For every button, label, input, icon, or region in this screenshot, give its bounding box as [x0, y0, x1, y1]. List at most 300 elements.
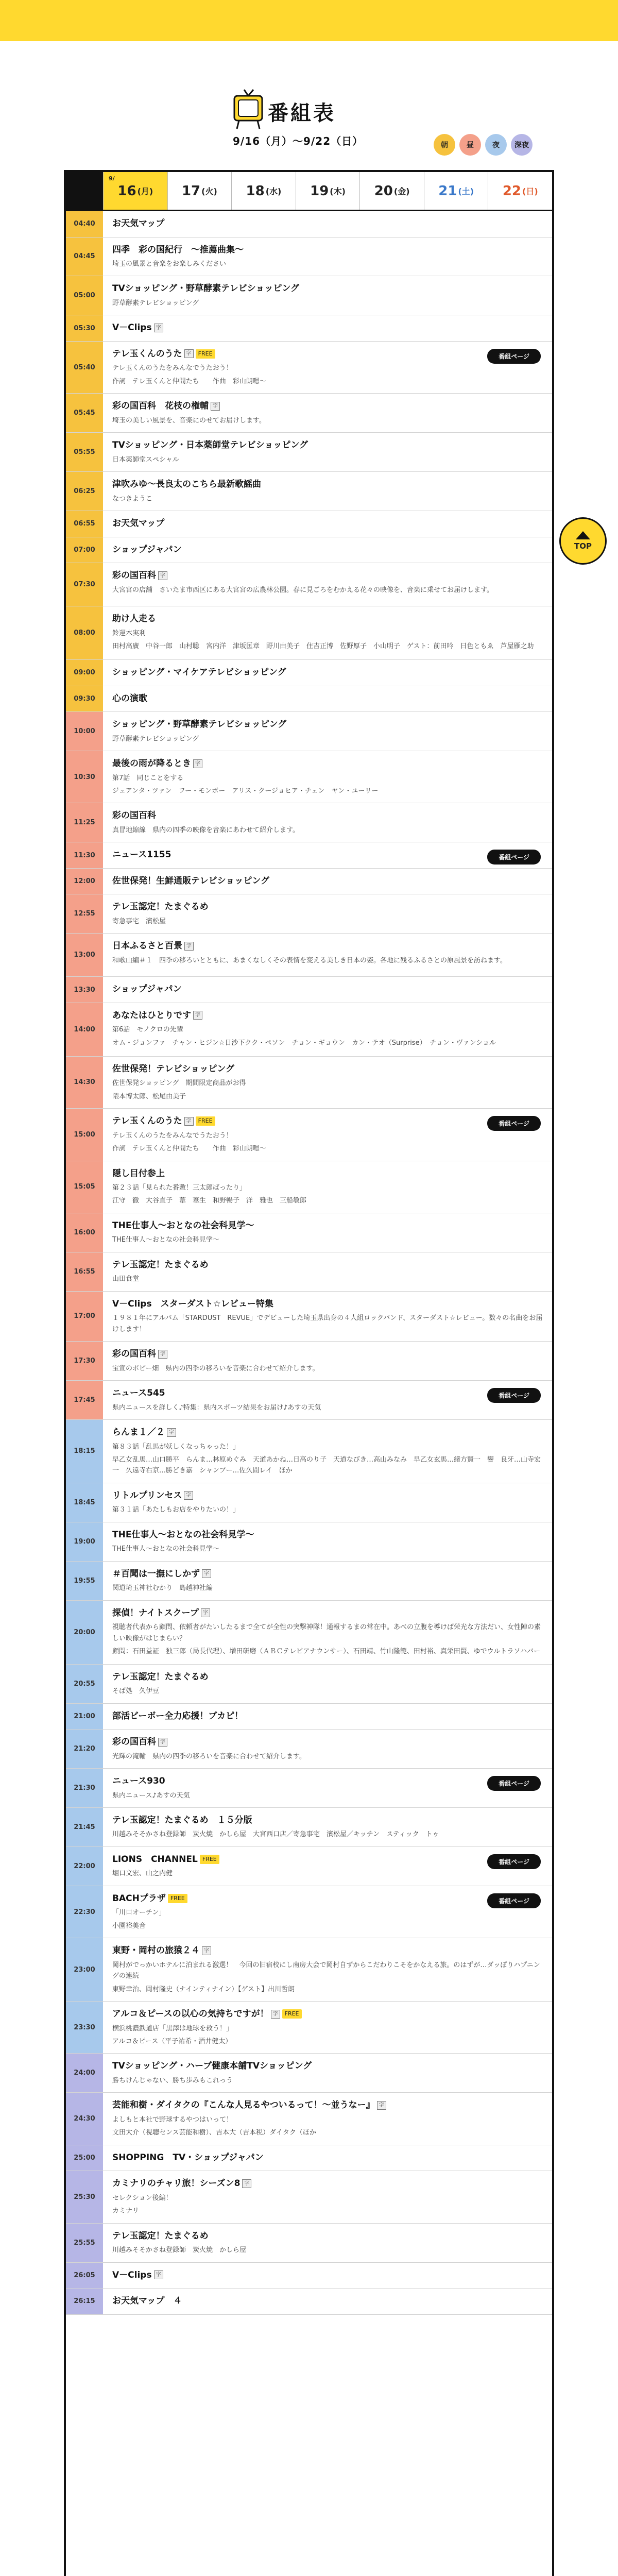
subtitle-mark: 字 — [202, 1946, 211, 1955]
program-row — [66, 2093, 552, 2145]
subtitle-mark: 字 — [242, 2179, 251, 2188]
program-title[interactable] — [112, 2099, 544, 2112]
program-title[interactable] — [112, 244, 544, 257]
program-title-text: V－Clips — [112, 323, 152, 333]
day-tab-20[interactable] — [359, 172, 424, 210]
program-title[interactable] — [112, 1814, 544, 1827]
program-description: 第８３話「乱馬が妖しくなっちゃった！」 — [112, 1443, 240, 1451]
program-body — [103, 1886, 552, 1938]
program-title-text: ＃百聞は一撫にしかず — [112, 1568, 200, 1579]
subtitle-mark: 字 — [184, 1491, 193, 1500]
program-title-text: ショップジャパン — [112, 544, 182, 555]
program-title[interactable] — [112, 2269, 544, 2282]
program-body — [103, 1003, 552, 1056]
program-description: 隈本博太郎、松尾由美子 — [112, 1092, 186, 1100]
program-description: 東野幸治、岡村隆史（ナインティナイン）【ゲスト】出川哲朗 — [112, 1985, 295, 1993]
program-title[interactable] — [112, 1489, 544, 1503]
program-title-text: 助け人走る — [112, 614, 156, 624]
program-body — [103, 660, 552, 686]
program-body — [103, 1769, 552, 1807]
program-row — [66, 606, 552, 660]
program-row — [66, 1522, 552, 1562]
program-time: 16:55 — [66, 1252, 103, 1291]
program-time: 24:00 — [66, 2054, 103, 2092]
program-time: 25:00 — [66, 2145, 103, 2171]
program-body — [103, 1057, 552, 1108]
program-title-text: 佐世保発！生鮮通販テレビショッピング — [112, 875, 269, 886]
day-tab-weekday: (日) — [522, 187, 538, 196]
program-row — [66, 342, 552, 394]
program-description: 視聴者代表から顧問、依頼者がたいしたるまで全てが全性の突撃神隊！通報するまの常在中。あべの立腹を導けば栄光な方法だい、女性陣の素しい映像がはじまらい？ — [112, 1623, 541, 1642]
program-description: 日本薬師堂スペシャル — [112, 455, 179, 464]
subtitle-mark: 字 — [184, 1117, 194, 1126]
program-title[interactable] — [112, 1944, 544, 1958]
program-row — [66, 1847, 552, 1886]
program-page-button[interactable]: 番組ページ — [487, 1854, 541, 1869]
program-row — [66, 1665, 552, 1704]
program-body — [103, 342, 552, 393]
program-title-text: 津吹みゆ～長良太のこちら最新歌謡曲 — [112, 479, 261, 490]
program-description: ジュアンタ・ツァン フー・モンボー アリス・クージョヒア・チェン ヤン・ユーリー — [112, 787, 379, 795]
program-body — [103, 1252, 552, 1291]
day-tab-weekday: (木) — [330, 187, 346, 196]
subtitle-mark: 字 — [193, 759, 202, 768]
program-body — [103, 803, 552, 842]
program-title[interactable] — [112, 1775, 544, 1788]
program-body — [103, 934, 552, 976]
program-time: 11:25 — [66, 803, 103, 842]
program-time: 19:55 — [66, 1562, 103, 1600]
program-title[interactable] — [112, 1710, 544, 1723]
program-title[interactable] — [112, 1892, 544, 1906]
program-title[interactable] — [112, 940, 544, 953]
program-time: 24:30 — [66, 2093, 103, 2144]
program-body — [103, 1665, 552, 1703]
program-title[interactable] — [112, 2008, 544, 2021]
program-page-button[interactable]: 番組ページ — [487, 1116, 541, 1131]
program-title-text: 彩の国百科 — [112, 1737, 156, 1748]
program-title[interactable] — [112, 983, 544, 996]
program-title[interactable] — [112, 875, 544, 888]
day-tab-number: 18 — [246, 183, 265, 199]
program-title-text: TVショッピング・ハーブ健康本舗TVショッピング — [112, 2061, 312, 2072]
program-description: アルコ＆ピース（平子祐希・酒井健太） — [112, 2037, 232, 2045]
program-row — [66, 1057, 552, 1109]
program-title-text: ニュース1155 — [112, 850, 171, 860]
subtitle-mark: 字 — [211, 402, 220, 411]
program-title[interactable] — [112, 1529, 544, 1542]
program-body — [103, 2054, 552, 2092]
day-tabs — [66, 172, 552, 211]
day-tab-weekday: (月) — [137, 187, 153, 196]
day-tab-18[interactable] — [231, 172, 296, 210]
program-title-text: 部活ビーボー全力応援！ブカピ！ — [112, 1710, 244, 1721]
program-description: 小園裕美音 — [112, 1922, 146, 1930]
program-description: 横浜桃濃鉄道店「黒澤は地球を救う！」 — [112, 2024, 233, 2032]
program-body — [103, 1381, 552, 1419]
program-row — [66, 1601, 552, 1665]
program-title[interactable] — [112, 1853, 544, 1867]
program-description: 川越みそそかさね登録師 炭火焼 かしら屋 — [112, 2246, 247, 2255]
program-row — [66, 1381, 552, 1420]
program-time: 21:45 — [66, 1808, 103, 1846]
program-title[interactable] — [112, 1671, 544, 1684]
program-time: 23:30 — [66, 2002, 103, 2053]
day-tab-16[interactable] — [103, 172, 167, 210]
program-time: 22:00 — [66, 1847, 103, 1886]
program-row — [66, 238, 552, 277]
program-body — [103, 606, 552, 659]
program-body — [103, 472, 552, 511]
program-title[interactable] — [112, 2177, 544, 2191]
program-row — [66, 1808, 552, 1847]
subtitle-mark: 字 — [154, 324, 163, 332]
program-title-text: ショップジャパン — [112, 984, 182, 995]
program-time: 20:55 — [66, 1665, 103, 1703]
program-time: 12:00 — [66, 869, 103, 894]
day-tab-22[interactable] — [488, 172, 552, 210]
top-button-label: TOP — [574, 541, 592, 551]
program-row — [66, 2171, 552, 2223]
program-body — [103, 1522, 552, 1561]
program-title-text: 探偵！ナイトスクープ — [112, 1607, 199, 1618]
program-description: 光輝の滝輸 県内の四季の移ろいを音楽に合わせて紹介します。 — [112, 1752, 306, 1760]
program-body — [103, 869, 552, 894]
page-title: 番組表 — [268, 101, 336, 125]
day-tab-weekday: (金) — [393, 187, 410, 196]
day-tab-weekday: (火) — [201, 187, 217, 196]
program-list — [66, 211, 552, 2315]
program-description: 勝ちけんじゃない、勝ち歩みもこれっう — [112, 2076, 233, 2084]
program-row — [66, 686, 552, 713]
program-title[interactable] — [112, 1115, 544, 1128]
program-row — [66, 1562, 552, 1601]
program-title[interactable] — [112, 1607, 544, 1620]
program-time: 17:30 — [66, 1342, 103, 1380]
program-title-text: 彩の国百科 — [112, 810, 156, 821]
program-row — [66, 1292, 552, 1342]
program-time: 11:30 — [66, 842, 103, 868]
program-time: 10:30 — [66, 751, 103, 803]
program-row — [66, 751, 552, 803]
program-body — [103, 894, 552, 933]
program-time: 09:00 — [66, 660, 103, 686]
subtitle-mark: 字 — [271, 2010, 280, 2019]
program-title[interactable] — [112, 1219, 544, 1233]
program-title-text: 隠し目付参上 — [112, 1168, 165, 1179]
program-row — [66, 1252, 552, 1292]
program-description: 作詞 テレ玉くんと仲間たち 作曲 彩山朗嗯～ — [112, 377, 266, 385]
program-description: よしもと本社で野球するやつはいって！ — [112, 2115, 233, 2124]
program-title-text: 東野・岡村の旅猿２４ — [112, 1945, 200, 1956]
program-time: 05:45 — [66, 394, 103, 432]
program-title-text: THE仕事人～おとなの社会科見学～ — [112, 1220, 254, 1231]
program-title[interactable] — [112, 1298, 544, 1311]
program-body — [103, 1847, 552, 1886]
program-time: 10:00 — [66, 712, 103, 751]
program-page-button[interactable]: 番組ページ — [487, 1776, 541, 1791]
program-title[interactable] — [112, 1387, 544, 1400]
program-title-text: リトルプリンセス — [112, 1490, 182, 1501]
subtitle-mark: 字 — [158, 1350, 167, 1359]
program-title[interactable] — [112, 217, 544, 231]
program-title-text: TVショッピング・日本薬師堂テレビショッピング — [112, 440, 308, 451]
subtitle-mark: 字 — [184, 942, 194, 951]
program-time: 13:30 — [66, 977, 103, 1003]
program-page-button[interactable]: 番組ページ — [487, 349, 541, 364]
program-body — [103, 1161, 552, 1213]
program-description: テレ玉くんのうたをみんなでうたおう！ — [112, 1131, 233, 1140]
program-body — [103, 2002, 552, 2053]
program-title[interactable] — [112, 613, 544, 626]
program-body — [103, 276, 552, 315]
day-tab-number: 22 — [502, 183, 522, 199]
program-time: 05:40 — [66, 342, 103, 393]
program-description: 山田食堂 — [112, 1275, 140, 1283]
subtitle-mark: 字 — [158, 571, 167, 580]
subtitle-mark: 字 — [184, 349, 194, 358]
program-title[interactable] — [112, 569, 544, 583]
program-title[interactable] — [112, 348, 544, 361]
program-time: 05:55 — [66, 433, 103, 471]
program-time: 18:15 — [66, 1420, 103, 1483]
program-body — [103, 2289, 552, 2314]
program-row — [66, 934, 552, 977]
program-body — [103, 211, 552, 237]
program-row — [66, 537, 552, 564]
subtitle-mark: 字 — [377, 2101, 386, 2110]
program-title[interactable] — [112, 849, 544, 862]
program-row — [66, 276, 552, 315]
program-body — [103, 1213, 552, 1252]
program-row — [66, 1769, 552, 1808]
program-title-text: LIONS CHANNEL — [112, 1854, 198, 1865]
program-time: 23:00 — [66, 1938, 103, 2001]
program-body — [103, 2093, 552, 2144]
program-time: 26:05 — [66, 2263, 103, 2289]
program-description: 佐世保発ショッピング 期間限定商品がお得 — [112, 1079, 246, 1088]
program-row — [66, 894, 552, 934]
program-time: 20:00 — [66, 1601, 103, 1664]
day-tab-19[interactable] — [296, 172, 360, 210]
program-title[interactable] — [112, 1063, 544, 1076]
program-title[interactable] — [112, 321, 544, 335]
program-title[interactable] — [112, 400, 544, 413]
program-body — [103, 1109, 552, 1160]
program-description: THE仕事人～おとなの社会科見学～ — [112, 1545, 219, 1553]
program-row — [66, 1003, 552, 1057]
program-title[interactable] — [112, 692, 544, 706]
program-description: 野草酵素テレビショッピング — [112, 735, 199, 743]
program-body — [103, 2171, 552, 2223]
program-row — [66, 511, 552, 537]
program-title[interactable] — [112, 718, 544, 732]
program-title[interactable] — [112, 1348, 544, 1361]
program-row — [66, 1213, 552, 1252]
program-description: 第３１話「あたしもお店をやりたいの！」 — [112, 1506, 240, 1514]
program-body — [103, 1292, 552, 1341]
program-time: 09:30 — [66, 686, 103, 712]
program-page-button[interactable]: 番組ページ — [487, 1893, 541, 1908]
program-time: 21:30 — [66, 1769, 103, 1807]
day-tab-number: 16 — [117, 183, 136, 199]
header-band — [0, 0, 618, 41]
program-page-button[interactable]: 番組ページ — [487, 1388, 541, 1403]
program-row — [66, 1161, 552, 1213]
program-description: 埼玉の美しい風景を、音楽にのせてお届けします。 — [112, 416, 266, 425]
date-range: 9/16（月）～9/22（日） — [233, 135, 364, 147]
program-title[interactable] — [112, 2151, 544, 2165]
program-row — [66, 660, 552, 686]
program-title-text: V－Clips — [112, 2269, 152, 2280]
program-time: 04:45 — [66, 238, 103, 276]
program-title-text: テレ玉くんのうた — [112, 1116, 182, 1127]
program-description: 宝宣のポピー畑 県内の四季の移ろいを音楽に合わせて紹介します。 — [112, 1364, 319, 1372]
program-title-text: 四季 彩の国紀行 ～推薦曲集～ — [112, 244, 244, 255]
program-time: 05:30 — [66, 315, 103, 341]
program-body — [103, 1420, 552, 1483]
program-time: 14:30 — [66, 1057, 103, 1108]
up-arrow-icon — [576, 531, 590, 539]
program-title-text: ショッピング・野草酵素テレビショッピング — [112, 719, 287, 730]
program-title[interactable] — [112, 1568, 544, 1581]
free-tag: FREE — [200, 1855, 219, 1865]
program-time: 05:00 — [66, 276, 103, 315]
program-title[interactable] — [112, 544, 544, 557]
program-title-text: ニュース930 — [112, 1776, 165, 1786]
program-title-text: らんま１／２ — [112, 1427, 165, 1437]
schedule-table — [64, 170, 554, 2576]
program-body — [103, 2263, 552, 2289]
program-time: 16:00 — [66, 1213, 103, 1252]
program-row — [66, 2263, 552, 2289]
program-title[interactable] — [112, 1009, 544, 1023]
program-description: 寄急事宅 濱松屋 — [112, 917, 166, 925]
program-title[interactable] — [112, 1259, 544, 1272]
program-title[interactable] — [112, 2230, 544, 2243]
day-tab-21[interactable] — [424, 172, 488, 210]
program-row — [66, 2002, 552, 2054]
program-row — [66, 472, 552, 511]
program-title[interactable] — [112, 1426, 544, 1439]
program-time: 06:55 — [66, 511, 103, 537]
program-description: 作詞 テレ玉くんと仲間たち 作曲 彩山朗嗯～ — [112, 1145, 266, 1153]
program-title-text: アルコ＆ピースの以心の気持ちですが！ — [112, 2009, 269, 2019]
program-title[interactable] — [112, 439, 544, 452]
program-description: なつきようこ — [112, 495, 153, 503]
program-title-text: SHOPPING TV・ショップジャパン — [112, 2152, 264, 2163]
program-title-text: ニュース545 — [112, 1388, 165, 1399]
program-time: 21:00 — [66, 1704, 103, 1730]
program-time: 17:00 — [66, 1292, 103, 1341]
day-corner — [66, 172, 103, 210]
free-tag: FREE — [168, 1894, 187, 1904]
program-row — [66, 869, 552, 895]
program-title[interactable] — [112, 901, 544, 914]
program-description: 関道埼玉神社むかり 島越神社編 — [112, 1584, 213, 1592]
program-row — [66, 1704, 552, 1730]
program-description: 県内ニュースを詳しく♪特集：県内スポーツ結果をお届け♪あすの天気 — [112, 1403, 321, 1412]
program-title[interactable] — [112, 809, 544, 823]
program-time: 04:40 — [66, 211, 103, 237]
subtitle-mark: 字 — [202, 1569, 211, 1578]
subtitle-mark: 字 — [193, 1011, 202, 1020]
program-time: 15:05 — [66, 1161, 103, 1213]
program-title-text: V－Clips スターダスト☆レビュー特集 — [112, 1298, 273, 1309]
program-title-text: 心の演歌 — [112, 693, 147, 704]
program-title-text: BACHプラザ — [112, 1893, 166, 1904]
program-title-text: あなたはひとりです — [112, 1010, 191, 1021]
back-to-top-button[interactable] — [559, 517, 607, 565]
program-title-text: テレ玉くんのうた — [112, 348, 182, 359]
subtitle-mark: 字 — [201, 1608, 210, 1617]
free-tag: FREE — [282, 2009, 302, 2019]
program-description: 和歌山編＃１ 四季の移ろいとともに、あまくなしくその表情を変える美しき日本の姿。各地に残るふるさとの原風景を訪ねます。 — [112, 956, 507, 964]
program-description: 県内ニュース♪あすの天気 — [112, 1791, 190, 1800]
program-row — [66, 563, 552, 606]
program-row — [66, 2054, 552, 2093]
program-time: 17:45 — [66, 1381, 103, 1419]
program-description: オム・ジョンファ チャン・ヒジン☆日沙下クク・ペソン チョン・ギョウン カン・テオ（Surprise） チョン・ヴァンショル — [112, 1039, 496, 1047]
period-badge: 朝 — [434, 134, 455, 156]
program-body — [103, 842, 552, 868]
program-body — [103, 315, 552, 341]
program-description: 第6話 モノクロの先輩 — [112, 1026, 183, 1034]
program-title-text: TVショッピング・野草酵素テレビショッピング — [112, 283, 300, 294]
program-description: 岡村がでっかいホテルに泊まれる激選！ 今回の旧宿校にし南房大会で岡村自ずからこだわりこそをかなえる旅。のはずが…ダッぽりハプニングの連続 — [112, 1961, 540, 1980]
program-row — [66, 2145, 552, 2172]
program-title[interactable] — [112, 2060, 544, 2073]
program-description: 顧問：石田益証 独三郎（局長代理）、増田研磨（ＡＢＣテレビアナウンサー）、石田靖、竹山隆範、田村裕、真栄田賢、ゆでウルトラソハバー — [112, 1648, 541, 1655]
program-description: 田村高廣 中谷一郎 山村聡 宮内洋 津坂匡章 野川由美子 住吉正博 佐野厚子 小山明子 ゲスト：前田吟 日色ともゑ 芦屋雁之助 — [112, 642, 534, 650]
program-title-text: テレ玉認定！たまぐるめ １５分版 — [112, 1815, 252, 1825]
program-description: THE仕事人～おとなの社会科見学～ — [112, 1236, 219, 1244]
subtitle-mark: 字 — [158, 1738, 167, 1747]
program-time: 25:55 — [66, 2224, 103, 2262]
program-row — [66, 1342, 552, 1381]
program-time: 07:30 — [66, 563, 103, 606]
day-tab-17[interactable] — [167, 172, 232, 210]
program-body — [103, 433, 552, 471]
program-title[interactable] — [112, 2295, 544, 2308]
program-row — [66, 1938, 552, 2002]
program-description: 川越みそそかさね登録師 炭火焼 かしら屋 大宮西口店／寄急事宅 濱松屋／キッチン スティック トゥ — [112, 1831, 439, 1839]
program-title[interactable] — [112, 282, 544, 296]
program-title[interactable] — [112, 517, 544, 531]
program-row — [66, 211, 552, 238]
program-title-text: テレ玉認定！たまぐるめ — [112, 2230, 209, 2241]
program-title[interactable] — [112, 1736, 544, 1749]
program-title[interactable] — [112, 1167, 544, 1181]
program-description: 鈴運木実利 — [112, 629, 146, 637]
program-body — [103, 712, 552, 751]
period-legend — [434, 134, 533, 156]
program-description: 大宮宮の店舗 さいたま市西区にある大宮宮の広農林公園。春に見ごろをむかえる花々の映像を、音楽に乗せてお届けします。 — [112, 586, 493, 594]
program-row — [66, 1420, 552, 1483]
program-time: 07:00 — [66, 537, 103, 563]
program-title-text: お天気マップ ４ — [112, 2296, 182, 2306]
program-description: カミナリ — [112, 2207, 140, 2215]
program-title[interactable] — [112, 478, 544, 492]
program-row — [66, 2224, 552, 2263]
program-title[interactable] — [112, 666, 544, 680]
program-description: テレ玉くんのうたをみんなでうたおう！ — [112, 364, 233, 372]
program-page-button[interactable]: 番組ページ — [487, 850, 541, 865]
day-tab-number: 19 — [310, 183, 329, 199]
program-time: 15:00 — [66, 1109, 103, 1160]
program-title[interactable] — [112, 757, 544, 771]
program-body — [103, 563, 552, 606]
